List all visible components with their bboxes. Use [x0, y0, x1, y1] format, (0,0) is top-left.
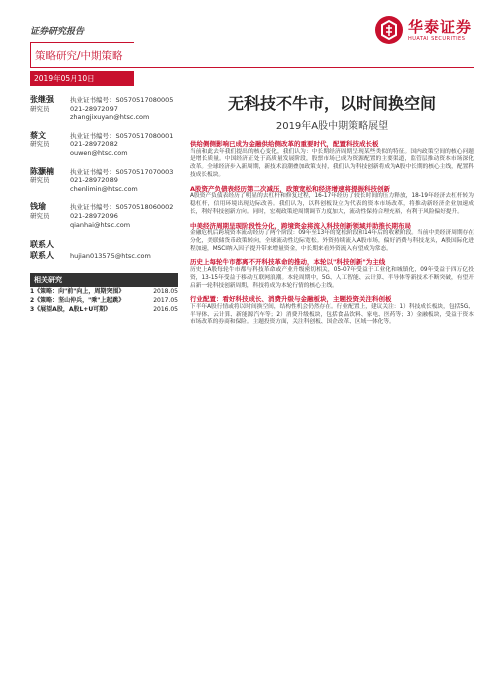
report-section — [190, 140, 474, 180]
analyst-entry — [30, 168, 178, 194]
analyst-entry — [30, 96, 178, 122]
related-research-list — [30, 287, 178, 314]
report-sections — [190, 140, 474, 327]
report-series: 策略研究/中期策略 — [30, 42, 134, 68]
analyst-email[interactable]: zhangjixuyan@htsc.com — [70, 113, 150, 122]
company-logo — [374, 15, 472, 45]
related-research-item[interactable] — [30, 296, 178, 305]
analyst-name: 陈灏楠 — [30, 166, 54, 176]
related-research-date: 2017.05 — [153, 296, 178, 304]
logo-english-name: HUATAI SECURITIES — [407, 35, 466, 42]
report-body — [190, 94, 474, 332]
contact-role: 联系人 — [30, 251, 54, 261]
related-research-title[interactable]: 1《策略：向"前"向上，周期突围》 — [30, 287, 125, 295]
contact-email[interactable]: hujian013575@htsc.com — [70, 252, 151, 261]
section-body: 当前和此去年我们提出的核心变化，我们认为：中长期经济周期呈现某些类似的特征。国内政策空间的核心问题是增长质量。中国经济正处于高质量发展阶段，股票市场已成为资源配置的主要渠道，监管层推动资本市场深化改革。全球经济步入新周期，新技术浪潮叠加政策支持，我们认为科技创新将成为A股中长期的核心主线，配置科技成长板块。 — [190, 148, 474, 178]
analyst-license: 执业证书编号：S0570518060002 — [70, 203, 174, 212]
spacer — [30, 149, 70, 158]
related-research-item[interactable] — [30, 305, 178, 314]
report-subtitle: 2019年A股中期策略展望 — [275, 121, 389, 132]
analyst-email[interactable]: chenlimin@htsc.com — [70, 184, 138, 193]
section-body: 金融危机后跨境资本流动经历了两个阶段：09年至13年的宽松阶段和14年后的收紧阶段。当前中美经济周期存在分化，美联储货币政策转向，全球流动性边际宽松。外资持续流入A股市场，偏好消费与科技龙头，A股国际化进程加速，MSCI纳入因子提升带来增量资金，中长期来看外资流入有望成为常态。 — [190, 230, 474, 252]
report-type-label: 证券研究报告 — [30, 27, 85, 37]
analyst-entry — [30, 132, 178, 158]
section-heading: 供给侧侧影响已成为金融供给侧改革的重要时代，配置科技成长板 — [190, 140, 379, 148]
analyst-phone: 021-28972082 — [70, 140, 118, 149]
analyst-license: 执业证书编号：S0570517080005 — [70, 96, 174, 104]
analyst-role: 研究员 — [30, 104, 50, 113]
analyst-sidebar — [30, 96, 178, 314]
analyst-name: 张继强 — [30, 95, 54, 104]
related-research-item[interactable] — [30, 287, 178, 296]
section-heading: A股资产负债表经历第二次减压，政策宽松和经济增速将提振科技创新 — [190, 184, 391, 193]
analyst-name: 蔡文 — [30, 130, 46, 140]
header-divider — [134, 67, 474, 68]
analyst-phone: 021-28972089 — [70, 176, 118, 185]
section-body: A股资产负债表经历了明显的去杠杆和修复过程，16-17年经历了较长时间的压力释放，18-19年经济去杠杆转为稳杠杆，信用环境出现边际改善。我们认为，以科创板设立为代表的资本市场改革，将推动新经济企业加速成长，利好科技创新方向。同时，宏观政策逆周期调节力度加大，流动性保持合理充裕，有利于风险偏好提升。 — [190, 193, 474, 215]
section-heading: 行业配置：看好科技成长、消费升级与金融板块，主题投资关注科创板 — [190, 295, 392, 304]
contact-block — [30, 239, 178, 261]
related-research-date: 2018.05 — [153, 287, 178, 295]
analyst-phone: 021-28972097 — [70, 104, 118, 113]
contact-heading: 联系人 — [30, 240, 54, 250]
report-section — [190, 185, 474, 217]
logo-emblem-icon — [374, 15, 404, 45]
analyst-phone: 021-28972096 — [70, 211, 118, 220]
analyst-role: 研究员 — [30, 176, 50, 185]
report-section — [190, 295, 474, 327]
related-research-heading: 相关研究 — [30, 273, 178, 287]
spacer — [30, 185, 70, 194]
section-heading: 中美经济周期呈现阶段性分化，跨境资金将流入科技创新领域并助推长期布局 — [190, 221, 411, 230]
section-heading: 历史上每轮牛市都离不开科技革命的推动，本轮以"科技创新"为主线 — [190, 258, 386, 267]
related-research-title[interactable]: 2《策略：坚山仲兵，"乘"上起跳》 — [30, 296, 125, 304]
analyst-role: 研究员 — [30, 211, 50, 220]
section-body: 下半年A股行情或将以时间换空间，结构性机会仍然存在。行业配置上，建议关注：1）科技成长板块，包括5G、半导体、云计算、新能源汽车等；2）消费升级板块，包括食品饮料、家电、医药等；3）金融板块，受益于资本市场改革的券商和保险。主题投资方面，关注科创板、国企改革、区域一体化等。 — [190, 303, 474, 326]
analyst-license: 执业证书编号：S0570517080001 — [70, 131, 174, 140]
related-research-date: 2016.05 — [153, 305, 178, 313]
report-section — [190, 258, 474, 290]
related-research-title[interactable]: 3《展望A股，A股L+U可期》 — [30, 305, 112, 313]
related-research — [30, 273, 178, 314]
section-body: 历史上A股每轮牛市都与科技革命或产业升级密切相关，05-07年受益于工业化和城镇化，09年受益于四万亿投资，13-15年受益于移动互联网浪潮。本轮周期中，5G、人工智能、云计算、半导体等新技术不断突破，有望开启新一轮科技创新周期，科技将成为本轮行情的核心主线。 — [190, 266, 474, 289]
analyst-email[interactable]: ouwen@htsc.com — [70, 148, 128, 157]
logo-chinese-name: 华泰证券 — [407, 17, 472, 36]
analyst-role: 研究员 — [30, 140, 50, 149]
analyst-license: 执业证书编号：S0570517070003 — [70, 167, 174, 176]
spacer — [30, 221, 70, 230]
analyst-entry — [30, 203, 178, 229]
report-date: 2019年05月10日 — [30, 71, 134, 86]
analyst-name: 钱瑜 — [30, 202, 46, 212]
analyst-list — [30, 96, 178, 229]
analyst-email[interactable]: qianhai@htsc.com — [70, 220, 131, 229]
report-title: 无科技不牛市，以时间换空间 — [227, 94, 436, 113]
report-section — [190, 222, 474, 254]
spacer — [30, 113, 70, 122]
